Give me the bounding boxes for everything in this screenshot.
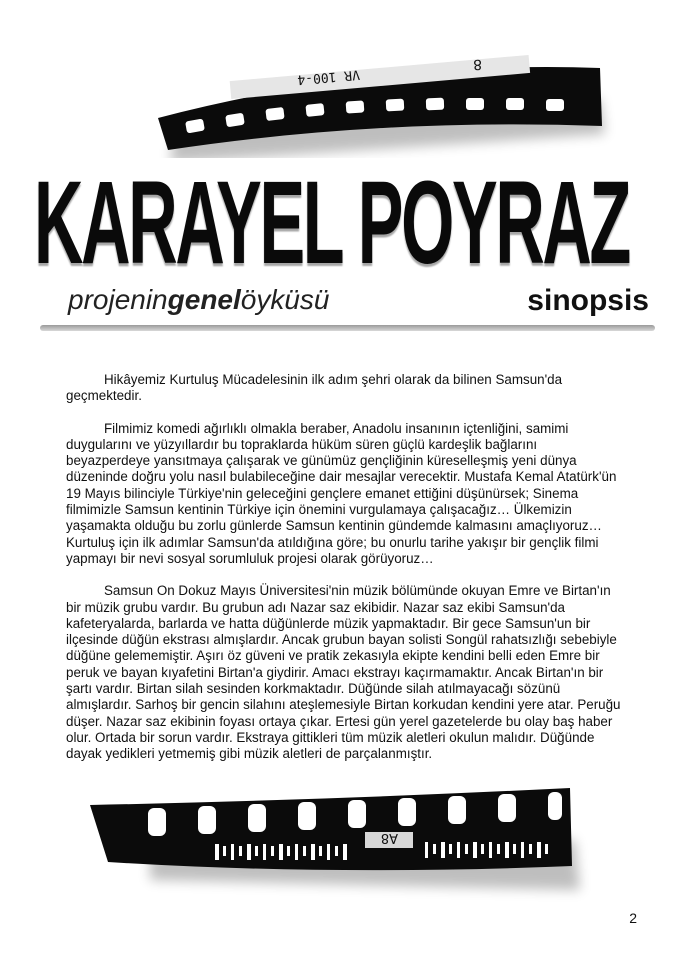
subtitle-part1: projenin: [68, 284, 168, 315]
document-title: KARAYEL POYRAZ: [34, 157, 630, 289]
paragraph-3: Samsun On Dokuz Mayıs Üniversitesi'nin müzik bölümünde okuyan Emre ve Birtan'ın bir müzik grubu vardır. Bu grubun adı Nazar saz ekibidir. Nazar saz ekibi Samsun'da kafeteryalarda, barlarda ve hatta düğünlerde müzik yapmaktadır. Bir gece Samsun'un bir ilçesinde düğün ekstrası almışlardır. Ancak grubun bayan solisti Songül rahatsızlığı sebebiyle düğüne gelememiştir. Aşırı öz güveni ve pratik zekasıyla ekipte kendini belli eden Emre bir peruk ve bayan kıyafetini Birtan'a giydirir. Amacı ekstrayı kaçırmamaktır. Ancak Birtan'ın bir şartı vardır. Birtan silah sesinden korkmaktadır. Düğünde silah atılmayacağı sözünü almışlardır. Sarhoş bir gencin silahını ateşlemesiyle Birtan korkudan kendini yere atar. Peruğu düşer. Nazar saz ekibinin foyası ortaya çıkar. Ertesi gün yerel gazetelerde bu olay baş haber olur. Ortada bir sorun vardır. Ekstraya gittikleri tüm müzik aletleri okulun malıdır. Düğünde dayak yedikleri yetmemiş gibi müzik aletleri de parçalanmıştır.: [66, 583, 621, 762]
film-mark-code: VR 100-4: [296, 66, 361, 87]
paragraph-2: Filmimiz komedi ağırlıklı olmakla beraber, Anadolu insanının içtenliğini, samimi duygularını ve yüzyıllardır bu topraklarda hüküm süren güçlü kardeşlik bağlarını beyazperdeye yansıtmaya çalışarak ve günümüz gençliğinin küreselleşmiş yeni dünya düzeninde doğru yolu nasıl bulabileceğine dair mesajlar verecektir. Mustafa Kemal Atatürk'ün 19 Mayıs bilinciyle Türkiye'nin geleceğini gençlere emanet ettiğini düşünürsek; Sinema filmimizle Samsun kentinin Türkiye için önemini vurgulamaya çalışacağız… Ülkemizin yaşamakta olduğu bu zorlu günlerde Samsun kentinin gündemde kalmasını amaçlıyoruz… Kurtuluş için ilk adımlar Samsun'da atıldığına göre; bu onurlu tarihe yakışır bir gençlik filmi yapmayı bir nevi sosyal sorumluluk projesi olarak görüyoruz…: [66, 420, 617, 566]
subtitle-part2: genel: [167, 284, 241, 315]
film-strip-bottom: [0, 780, 679, 910]
film-mark-bottom: A8: [380, 830, 398, 845]
section-label: sinopsis: [527, 284, 649, 317]
paragraph-1: Hikâyemiz Kurtuluş Mücadelesinin ilk adım şehri olarak da bilinen Samsun'da geçmektedir.: [66, 372, 563, 404]
subtitle: [68, 284, 330, 316]
page-number: 2: [629, 910, 637, 926]
film-mark-number: 8: [472, 55, 483, 73]
header-divider: [40, 325, 655, 331]
subtitle-part3: öyküsü: [240, 284, 330, 315]
synopsis-body: [66, 372, 622, 779]
film-strip-top: [0, 38, 679, 158]
